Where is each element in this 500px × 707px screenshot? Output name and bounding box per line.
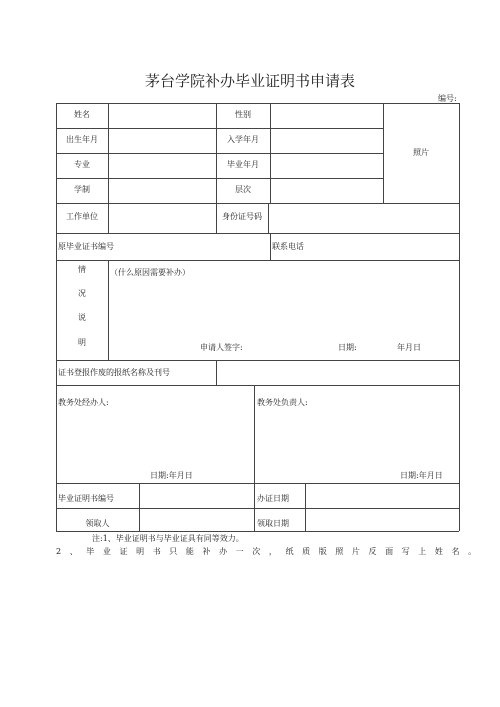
table-line xyxy=(56,153,383,154)
major-label: 专业 xyxy=(74,160,90,169)
name-label: 姓名 xyxy=(74,110,90,119)
table-line xyxy=(56,531,459,532)
situation-char: 况 xyxy=(78,289,86,298)
table-line xyxy=(108,260,109,360)
schooling-length-label: 学制 xyxy=(74,185,90,194)
table-line xyxy=(56,103,459,104)
enroll-date-label: 入学年月 xyxy=(227,135,259,144)
table-line xyxy=(56,385,459,386)
table-line xyxy=(108,103,109,233)
table-line xyxy=(254,385,255,483)
application-date-label: 日期: xyxy=(338,343,357,352)
situation-char: 明 xyxy=(78,338,86,347)
table-line xyxy=(56,360,459,361)
note-line-1: 注:1、毕业证明书与毕业证具有同等效力。 xyxy=(92,534,244,543)
birth-date-label: 出生年月 xyxy=(66,135,98,144)
table-line xyxy=(216,360,217,385)
table-line xyxy=(56,508,459,509)
table-line xyxy=(270,103,271,203)
table-line xyxy=(56,483,459,484)
work-unit-label: 工作单位 xyxy=(66,212,98,221)
application-date-value: 年月日 xyxy=(397,343,421,352)
receiver-label: 领取人 xyxy=(85,519,110,528)
table-line xyxy=(56,203,459,204)
table-line xyxy=(139,483,140,531)
gender-label: 性别 xyxy=(235,110,251,119)
education-level-label: 层次 xyxy=(235,185,251,194)
situation-hint: （什么原因需要补办） xyxy=(110,268,190,277)
applicant-signature-label: 申请人签字: xyxy=(200,343,243,352)
id-number-label: 身份证号码 xyxy=(222,212,262,221)
phone-label: 联系电话 xyxy=(272,242,304,251)
photo-label: 照片 xyxy=(413,148,429,157)
office-handler-date: 日期:年月日 xyxy=(150,471,193,480)
note-line-2: 2、毕业证明书只能补办一次，纸质版照片反面写上姓名。 xyxy=(56,547,485,556)
newspaper-name-label: 证书登报作废的报纸名称及刊号 xyxy=(58,368,170,377)
office-head-date: 日期:年月日 xyxy=(400,471,443,480)
office-head-label: 教务处负责人: xyxy=(257,398,308,407)
receive-date-label: 领取日期 xyxy=(257,519,289,528)
table-line xyxy=(459,103,460,531)
office-handler-label: 教务处经办人: xyxy=(58,398,109,407)
graduation-cert-number-label: 毕业证明书编号 xyxy=(58,494,114,503)
page-title: 茅台学院补办毕业证明书申请表 xyxy=(144,72,355,90)
table-line xyxy=(254,483,255,531)
table-line xyxy=(56,128,383,129)
table-line xyxy=(56,233,459,234)
situation-char: 说 xyxy=(78,313,86,322)
table-line xyxy=(268,203,269,233)
table-line xyxy=(56,178,383,179)
graduation-date-label: 毕业年月 xyxy=(227,160,259,169)
table-line xyxy=(270,233,271,260)
table-line xyxy=(56,260,459,261)
situation-char: 情 xyxy=(78,265,86,274)
serial-number-label: 编号: xyxy=(438,94,457,103)
handle-date-label: 办证日期 xyxy=(257,494,289,503)
table-line xyxy=(305,483,306,531)
original-cert-number-label: 原毕业证书编号 xyxy=(58,242,114,251)
